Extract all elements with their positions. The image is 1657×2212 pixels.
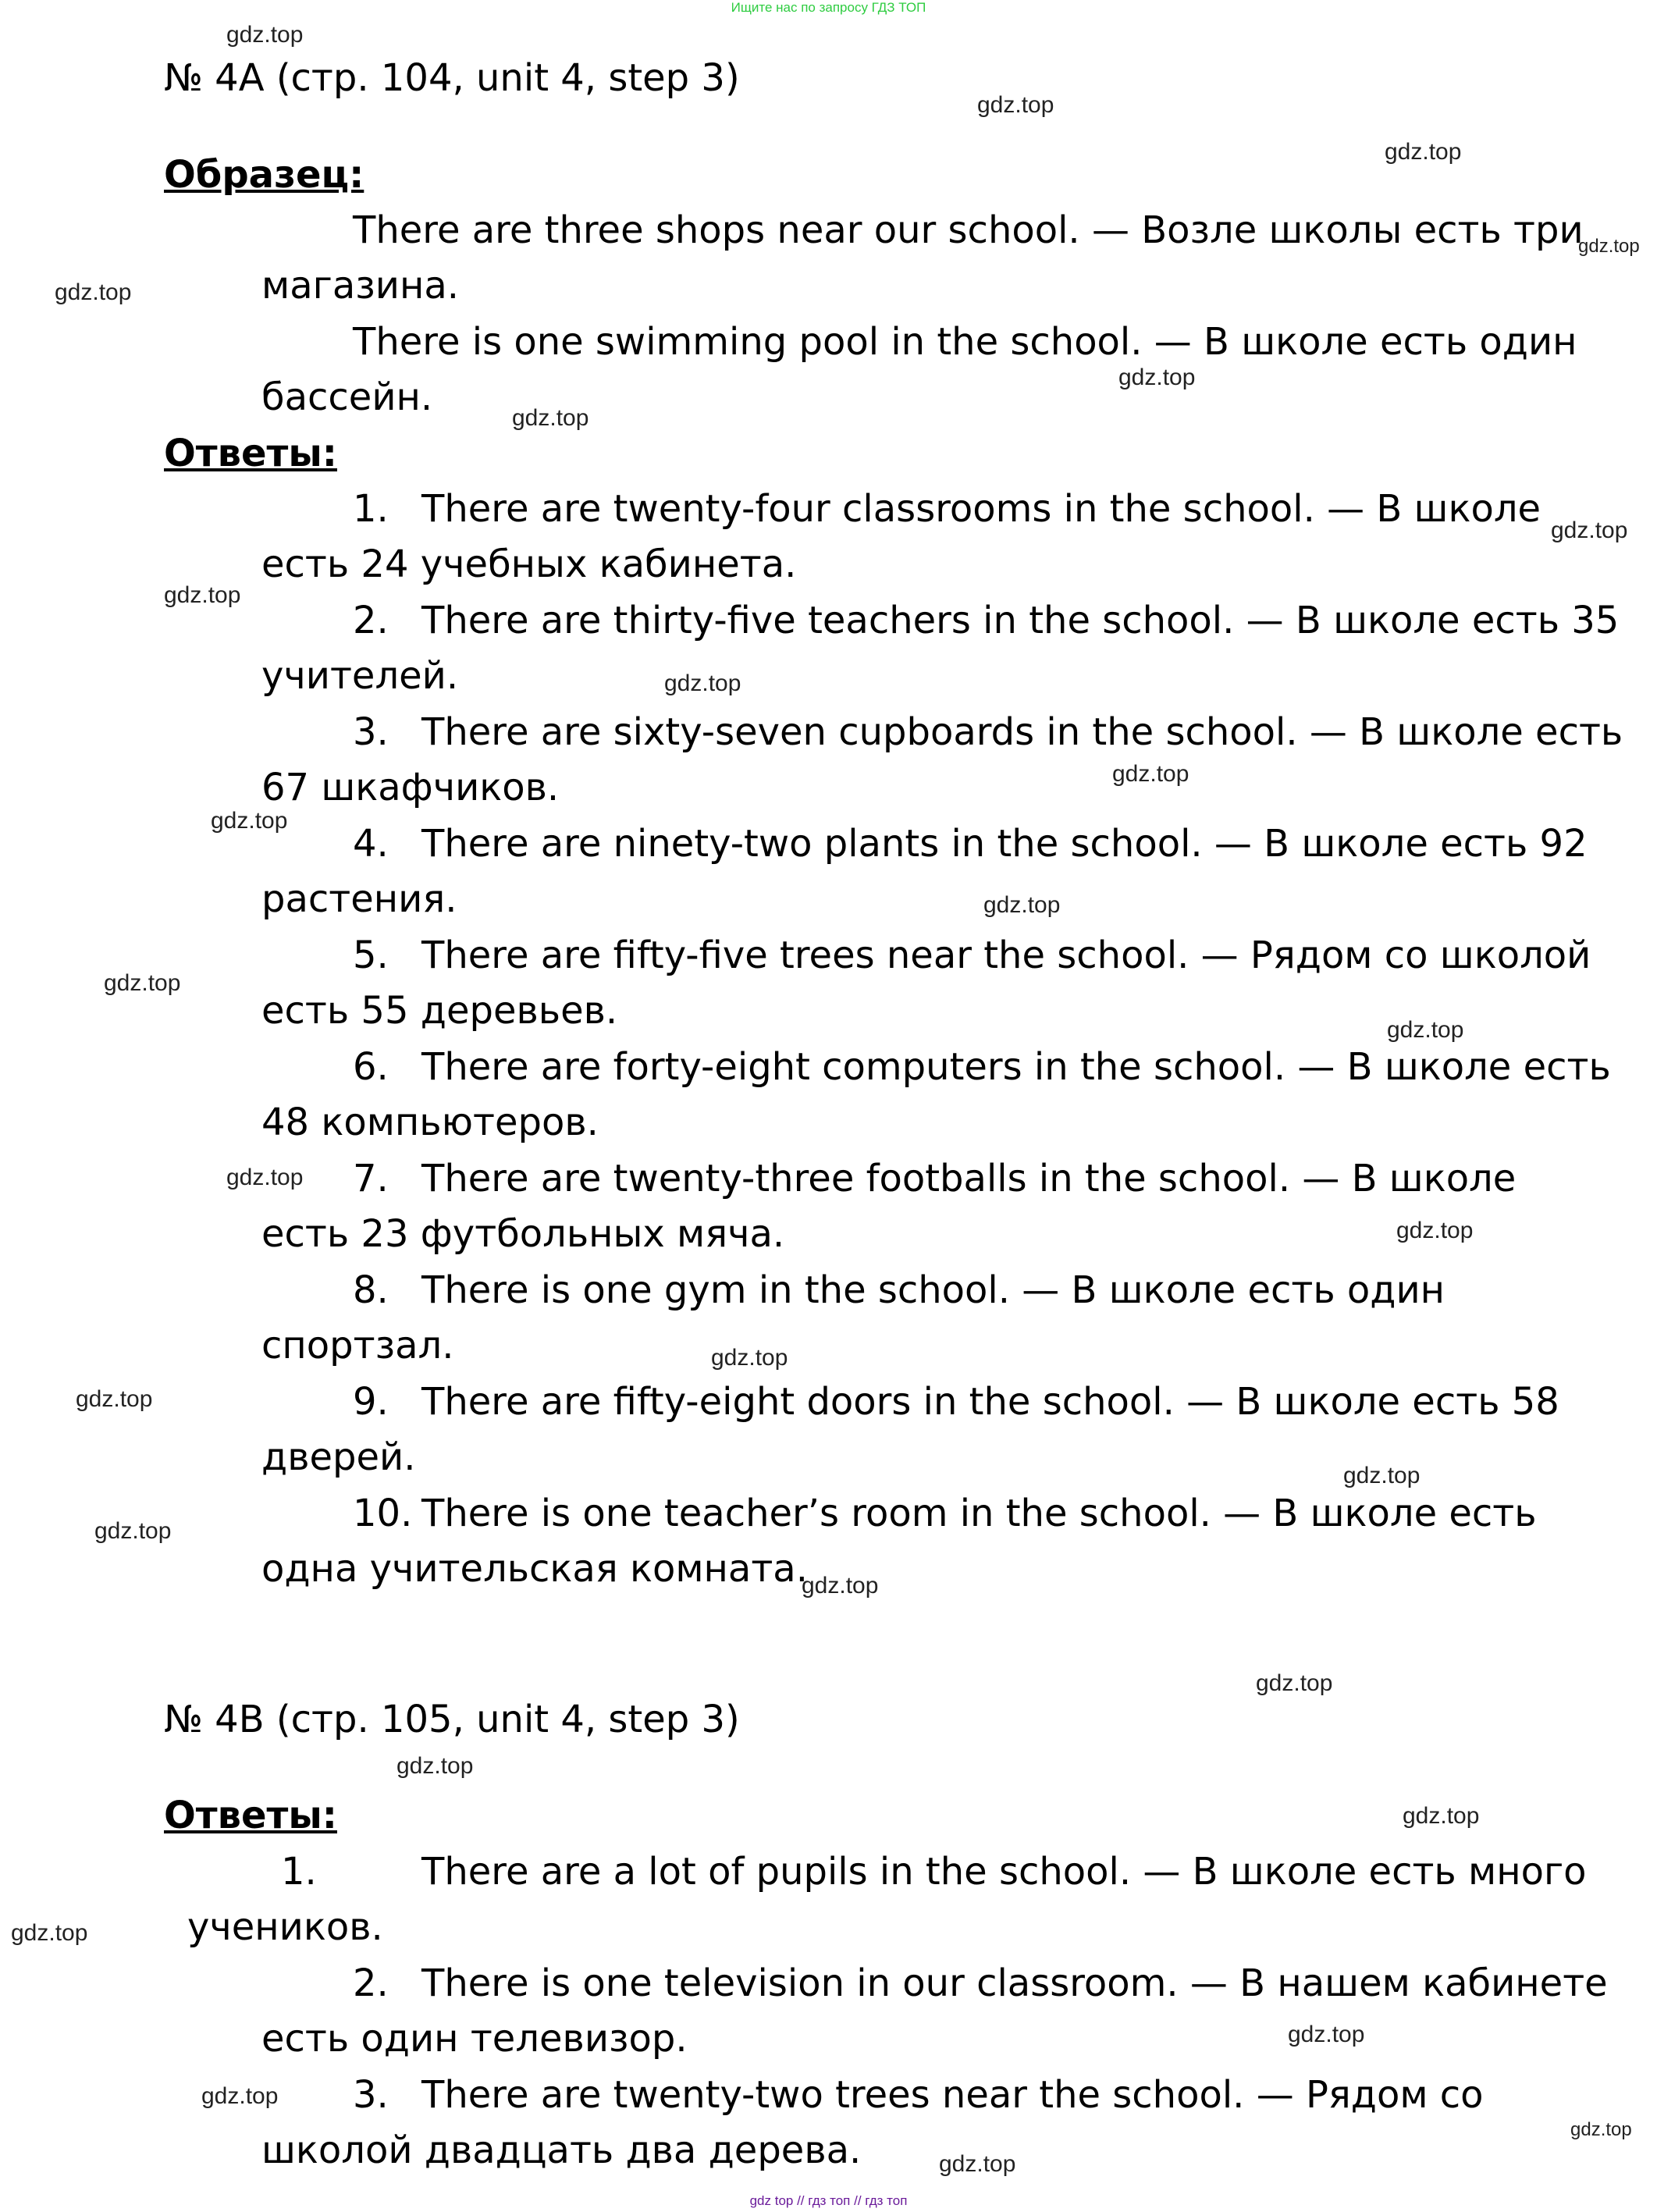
- watermark: gdz.top: [55, 279, 132, 305]
- watermark: gdz.top: [164, 582, 241, 608]
- answer-line: спортзал.: [261, 1324, 454, 1367]
- answer-number: 10.: [353, 1492, 413, 1535]
- sample-line: магазина.: [261, 264, 460, 308]
- watermark: gdz.top: [983, 892, 1061, 918]
- answer-number: 6.: [353, 1045, 389, 1089]
- ex4b-answers-label: Ответы:: [164, 1794, 337, 1837]
- answer-line: школой двадцать два дерева.: [261, 2128, 862, 2172]
- watermark: gdz.top: [211, 808, 288, 834]
- answer-line: There are fifty-eight doors in the school. — В школе есть 58: [421, 1380, 1559, 1424]
- answer-line: There is one teacher’s room in the school. — В школе есть: [421, 1492, 1537, 1535]
- answer-number: 7.: [353, 1157, 389, 1200]
- watermark: gdz.top: [226, 22, 304, 48]
- answer-number: 1.: [281, 1850, 317, 1894]
- answer-line: 67 шкафчиков.: [261, 766, 560, 809]
- answer-line: есть 55 деревьев.: [261, 989, 618, 1033]
- top-banner: Ищите нас по запросу ГДЗ ТОП: [731, 0, 926, 15]
- watermark: gdz.top: [1256, 1670, 1333, 1696]
- ex4a-heading: № 4A (стр. 104, unit 4, step 3): [164, 56, 740, 100]
- ex4b-heading: № 4B (стр. 105, unit 4, step 3): [164, 1698, 740, 1741]
- watermark: gdz.top: [94, 1518, 172, 1544]
- bottom-banner: gdz top // гдз топ // гдз топ: [749, 2193, 908, 2208]
- watermark: gdz.top: [1403, 1803, 1480, 1829]
- watermark: gdz.top: [76, 1386, 153, 1412]
- answer-line: There is one gym in the school. — В школе есть один: [421, 1268, 1445, 1312]
- answer-line: There is one television in our classroom. — В нашем кабинете: [421, 1961, 1608, 2005]
- watermark: gdz.top: [1385, 139, 1462, 165]
- watermark: gdz.top: [1578, 236, 1640, 257]
- watermark: gdz.top: [1387, 1017, 1464, 1043]
- watermark: gdz.top: [711, 1345, 788, 1371]
- watermark: gdz.top: [104, 970, 181, 996]
- answer-line: есть 23 футбольных мяча.: [261, 1212, 785, 1256]
- ex4a-sample-label: Образец:: [164, 153, 364, 197]
- answer-line: 48 компьютеров.: [261, 1101, 599, 1144]
- answer-line: There are twenty-three footballs in the school. — В школе: [421, 1157, 1517, 1200]
- answer-line: учеников.: [187, 1905, 383, 1949]
- watermark: gdz.top: [802, 1573, 879, 1599]
- watermark: gdz.top: [1396, 1218, 1474, 1243]
- watermark: gdz.top: [11, 1920, 88, 1946]
- answer-number: 9.: [353, 1380, 389, 1424]
- watermark: gdz.top: [1118, 365, 1196, 390]
- answer-line: растения.: [261, 877, 457, 921]
- watermark: gdz.top: [512, 405, 589, 431]
- answer-number: 4.: [353, 822, 389, 866]
- sample-line: There is one swimming pool in the school. — В школе есть один: [353, 320, 1577, 364]
- answer-line: There are a lot of pupils in the school. — В школе есть много: [421, 1850, 1587, 1894]
- answer-line: дверей.: [261, 1435, 416, 1479]
- answer-number: 1.: [353, 487, 389, 531]
- answer-line: есть 24 учебных кабинета.: [261, 542, 797, 586]
- answer-line: There are forty-eight computers in the school. — В школе есть: [421, 1045, 1611, 1089]
- answer-number: 2.: [353, 599, 389, 642]
- watermark: gdz.top: [226, 1165, 304, 1190]
- answer-line: есть один телевизор.: [261, 2017, 688, 2061]
- sample-line: бассейн.: [261, 375, 433, 419]
- watermark: gdz.top: [1343, 1463, 1421, 1488]
- watermark: gdz.top: [977, 92, 1054, 118]
- watermark: gdz.top: [1551, 517, 1628, 543]
- ex4a-answers-label: Ответы:: [164, 432, 337, 475]
- answer-line: одна учительская комната.: [261, 1547, 808, 1591]
- answer-line: There are twenty-two trees near the school. — Рядом со: [421, 2073, 1484, 2117]
- watermark: gdz.top: [1288, 2022, 1365, 2047]
- answer-line: There are thirty-five teachers in the school. — В школе есть 35: [421, 599, 1620, 642]
- watermark: gdz.top: [664, 670, 741, 696]
- answer-number: 3.: [353, 2073, 389, 2117]
- answer-line: There are sixty-seven cupboards in the school. — В школе есть: [421, 710, 1623, 754]
- answer-number: 8.: [353, 1268, 389, 1312]
- watermark: gdz.top: [939, 2151, 1016, 2177]
- answer-line: There are fifty-five trees near the school. — Рядом со школой: [421, 934, 1591, 977]
- answer-line: There are twenty-four classrooms in the school. — В школе: [421, 487, 1541, 531]
- answer-line: учителей.: [261, 654, 459, 698]
- answer-number: 3.: [353, 710, 389, 754]
- watermark: gdz.top: [1112, 761, 1189, 787]
- watermark: gdz.top: [396, 1753, 474, 1779]
- answer-number: 5.: [353, 934, 389, 977]
- watermark: gdz.top: [201, 2083, 279, 2109]
- sample-line: There are three shops near our school. — Возле школы есть три: [353, 208, 1584, 252]
- watermark: gdz.top: [1570, 2119, 1632, 2140]
- answer-number: 2.: [353, 1961, 389, 2005]
- answer-line: There are ninety-two plants in the school. — В школе есть 92: [421, 822, 1588, 866]
